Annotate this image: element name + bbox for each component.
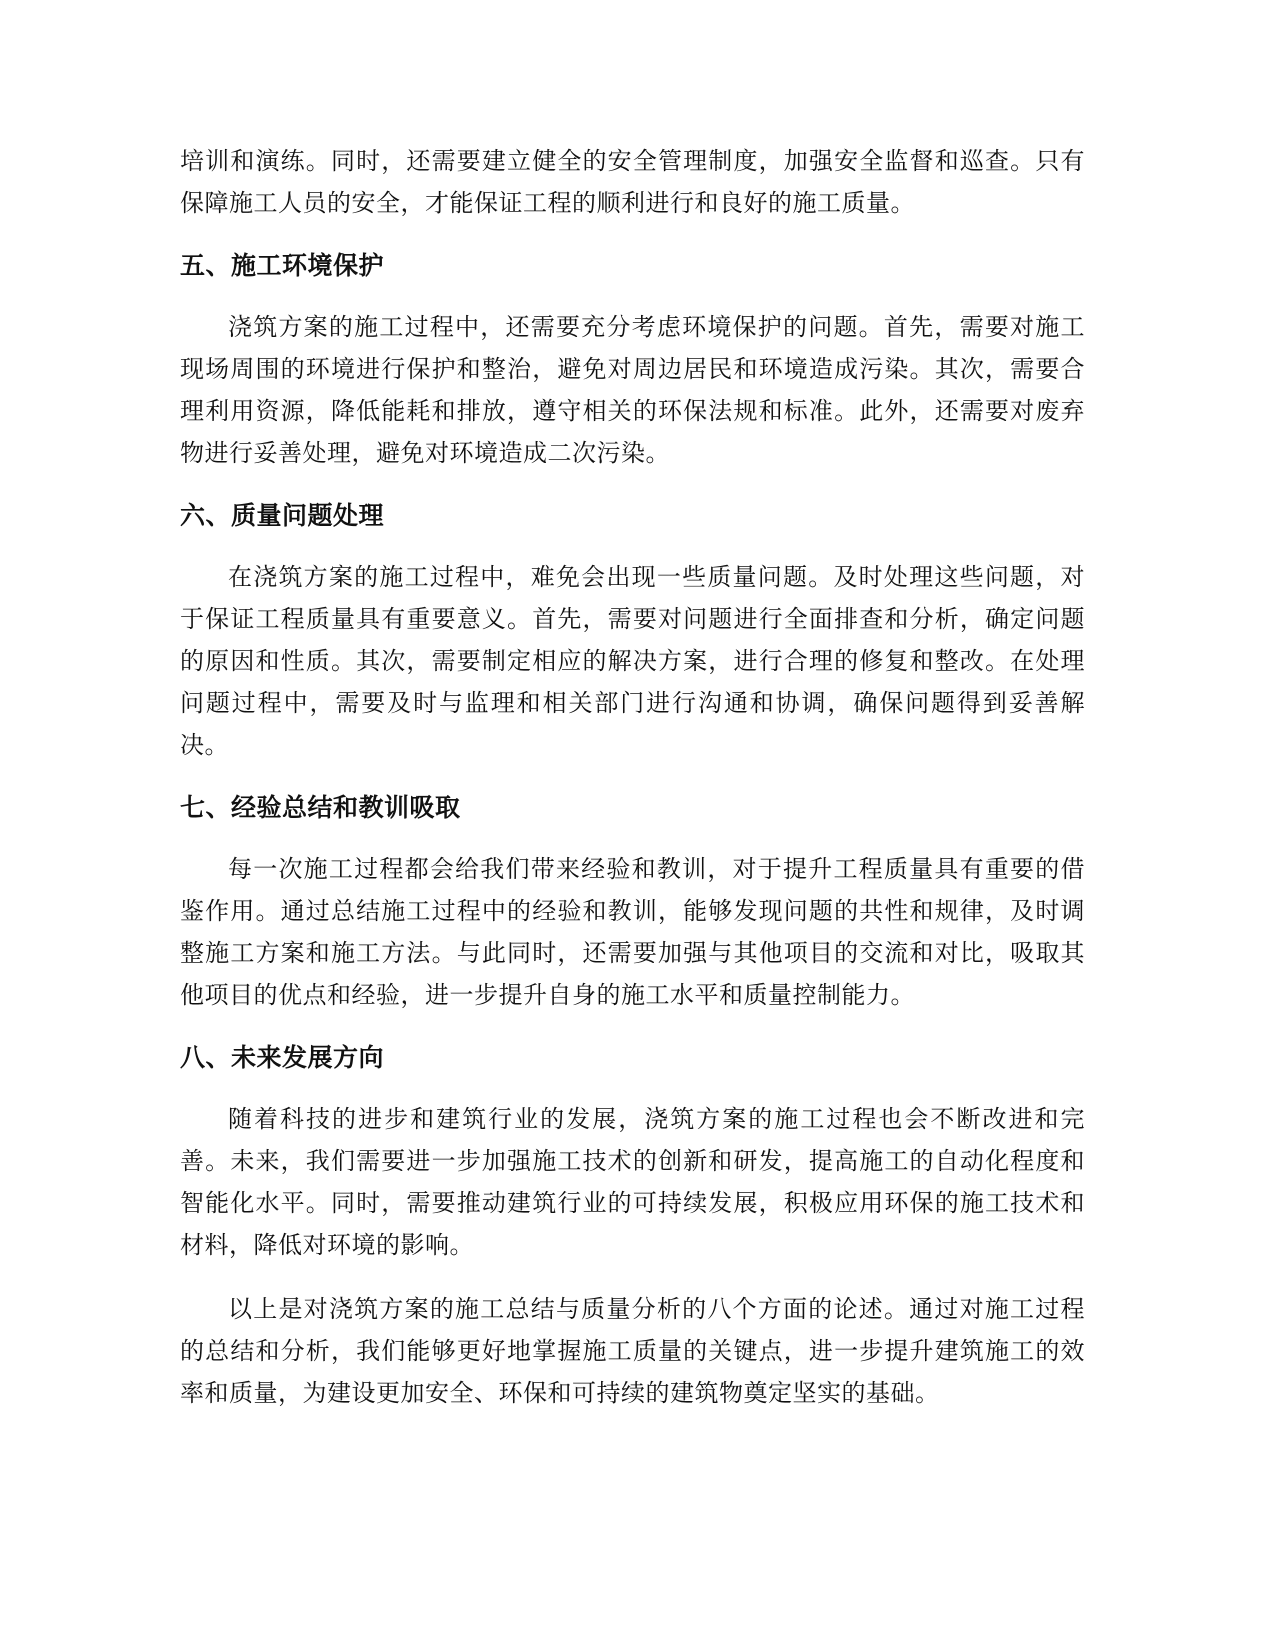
section-heading: 七、经验总结和教训吸取 [180, 793, 461, 822]
section-6 [180, 496, 1085, 766]
intro-paragraph: 培训和演练。同时，还需要建立健全的安全管理制度，加强安全监督和巡查。只有保障施工人员的安全，才能保证工程的顺利进行和良好的施工质量。 [180, 147, 1085, 217]
section-paragraph: 每一次施工过程都会给我们带来经验和教训，对于提升工程质量具有重要的借鉴作用。通过总结施工过程中的经验和教训，能够发现问题的共性和规律，及时调整施工方案和施工方法。与此同时，还需要加强与其他项目的交流和对比，吸取其他项目的优点和经验，进一步提升自身的施工水平和质量控制能力。 [180, 855, 1085, 1009]
section-heading: 六、质量问题处理 [180, 501, 385, 530]
section-paragraph: 在浇筑方案的施工过程中，难免会出现一些质量问题。及时处理这些问题，对于保证工程质量具有重要意义。首先，需要对问题进行全面排查和分析，确定问题的原因和性质。其次，需要制定相应的解决方案，进行合理的修复和整改。在处理问题过程中，需要及时与监理和相关部门进行沟通和协调，确保问题得到妥善解决。 [180, 563, 1085, 759]
section-heading: 五、施工环境保护 [180, 251, 385, 280]
section-5 [180, 246, 1085, 474]
section-heading: 八、未来发展方向 [180, 1043, 385, 1072]
section-8 [180, 1038, 1085, 1266]
section-7 [180, 788, 1085, 1016]
conclusion-paragraph: 以上是对浇筑方案的施工总结与质量分析的八个方面的论述。通过对施工过程的总结和分析，我们能够更好地掌握施工质量的关键点，进一步提升建筑施工的效率和质量，为建设更加安全、环保和可持续的建筑物奠定坚实的基础。 [180, 1295, 1085, 1407]
section-paragraph: 浇筑方案的施工过程中，还需要充分考虑环境保护的问题。首先，需要对施工现场周围的环境进行保护和整治，避免对周边居民和环境造成污染。其次，需要合理利用资源，降低能耗和排放，遵守相关的环保法规和标准。此外，还需要对废弃物进行妥善处理，避免对环境造成二次污染。 [180, 313, 1085, 467]
document-page [180, 140, 1085, 1436]
section-paragraph: 随着科技的进步和建筑行业的发展，浇筑方案的施工过程也会不断改进和完善。未来，我们需要进一步加强施工技术的创新和研发，提高施工的自动化程度和智能化水平。同时，需要推动建筑行业的可持续发展，积极应用环保的施工技术和材料，降低对环境的影响。 [180, 1105, 1085, 1259]
